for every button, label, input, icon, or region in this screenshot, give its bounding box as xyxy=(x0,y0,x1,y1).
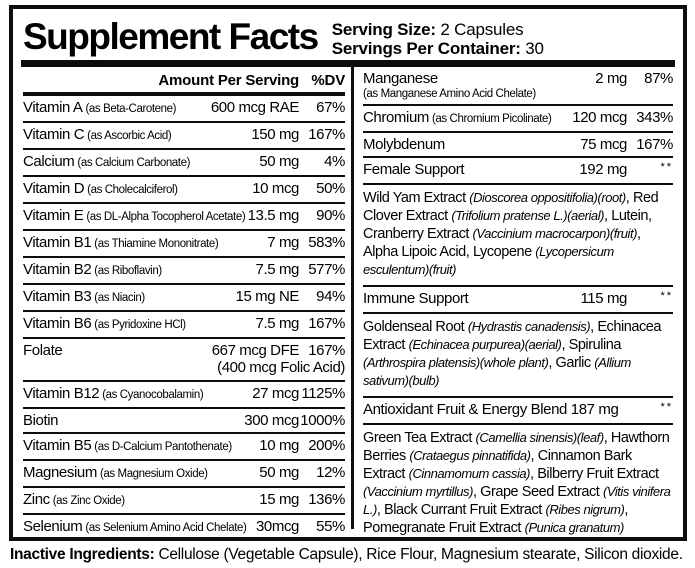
nutrient-row-line xyxy=(23,234,345,253)
nutrient-name: Folate xyxy=(23,342,63,359)
nutrient-dv: 200% xyxy=(308,437,345,454)
dv-header: %DV xyxy=(311,72,345,89)
blend-amount: 115 mg xyxy=(580,290,627,307)
immune-support-ingredients: Goldenseal Root (Hydrastis canadensis), Echinacea Extract (Echinacea purpurea)(aerial), Spirulina (Arthrospira platensis)(whole plant), Garlic (Allium sativum)(bulb) xyxy=(363,314,673,398)
nutrient-dv: 55% xyxy=(316,518,345,535)
nutrient-dv: 12% xyxy=(316,464,345,481)
inactive-ingredients-label: Inactive Ingredients: xyxy=(10,546,155,563)
nutrient-name: Vitamin B2 xyxy=(23,261,92,278)
nutrient-name: Vitamin C xyxy=(23,126,85,143)
nutrient-row-line xyxy=(23,342,345,359)
servings-per-container-label: Servings Per Container: xyxy=(331,39,521,58)
nutrient-name: Zinc xyxy=(23,491,50,508)
nutrient-row xyxy=(23,488,345,515)
blend-amount: 192 mg xyxy=(579,161,627,178)
nutrient-name: Vitamin B3 xyxy=(23,288,92,305)
nutrient-row xyxy=(23,204,345,231)
servings-per-container-line xyxy=(332,39,544,58)
supplement-facts-panel xyxy=(9,5,687,541)
nutrient-row-line xyxy=(23,207,345,226)
nutrient-amount: 120 mcg xyxy=(572,109,627,126)
nutrient-source: (as Calcium Carbonate) xyxy=(77,157,191,169)
nutrient-name: Vitamin B6 xyxy=(23,315,92,332)
nutrient-amount: 600 mcg RAE xyxy=(210,99,299,116)
nutrient-source: (as Chromium Picolinate) xyxy=(431,113,552,125)
nutrient-amount: 7.5 mg xyxy=(255,315,299,332)
nutrient-row-line xyxy=(23,491,345,510)
nutrient-amount: 7.5 mg xyxy=(255,261,299,278)
nutrient-name: Vitamin E xyxy=(23,207,84,224)
nutrient-name: Magnesium xyxy=(23,464,97,481)
nutrient-row xyxy=(23,150,345,177)
nutrient-row-manganese xyxy=(363,67,673,106)
serving-size-line xyxy=(332,20,544,39)
nutrient-name: Selenium xyxy=(23,518,83,535)
nutrient-dv: 87% xyxy=(644,70,673,87)
nutrient-row xyxy=(23,123,345,150)
blend-name: Immune Support xyxy=(363,290,469,307)
nutrient-source: (as Selenium Amino Acid Chelate) xyxy=(85,522,247,534)
nutrient-amount: 15 mg xyxy=(259,491,299,508)
nutrient-amount: 10 mg xyxy=(259,437,299,454)
nutrient-source: (as DL-Alpha Tocopherol Acetate) xyxy=(86,211,246,223)
blend-dv-asterisks: ** xyxy=(660,290,673,302)
nutrient-row xyxy=(23,434,345,461)
nutrient-name: Vitamin D xyxy=(23,180,85,197)
nutrient-row-line xyxy=(23,385,345,404)
nutrient-dv: 136% xyxy=(308,491,345,508)
servings-per-container-value: 30 xyxy=(520,39,544,58)
nutrient-name: Vitamin B1 xyxy=(23,234,92,251)
left-column xyxy=(21,67,351,535)
blend-name: Antioxidant Fruit & Energy Blend 187 mg xyxy=(363,401,619,418)
blend-dv-asterisks: ** xyxy=(660,161,673,173)
nutrient-source: (as Cyanocobalamin) xyxy=(102,389,204,401)
nutrient-amount: 30mcg xyxy=(255,518,299,535)
left-rows xyxy=(23,96,345,541)
blend-name: Female Support xyxy=(363,161,465,178)
nutrient-amount: 300 mcg xyxy=(244,412,299,429)
nutrient-amount: 15 mg NE xyxy=(235,288,299,305)
nutrient-name: Vitamin B12 xyxy=(23,385,100,402)
nutrient-amount: 7 mg xyxy=(267,234,299,251)
nutrient-row-line xyxy=(23,126,345,145)
nutrient-row xyxy=(23,409,345,434)
nutrient-dv: 4% xyxy=(324,153,345,170)
nutrient-row xyxy=(23,339,345,382)
nutrient-row-line xyxy=(23,288,345,307)
blend-row-immune-support xyxy=(363,287,673,314)
nutrient-source: (as Pyridoxine HCl) xyxy=(94,319,186,331)
nutrient-dv: 167% xyxy=(308,342,345,359)
blend-row-antioxidant xyxy=(363,398,673,425)
nutrient-dv: 67% xyxy=(316,99,345,116)
nutrient-amount: 150 mg xyxy=(251,126,299,143)
nutrient-source: (as Beta-Carotene) xyxy=(85,103,177,115)
nutrient-row xyxy=(23,96,345,123)
nutrition-columns xyxy=(21,67,675,536)
nutrient-dv: 343% xyxy=(636,109,673,126)
nutrient-source: (as D-Calcium Pantothenate) xyxy=(94,441,232,453)
nutrient-source: (as Ascorbic Acid) xyxy=(87,130,172,142)
nutrient-name: Molybdenum xyxy=(363,136,445,153)
nutrient-amount-line2: (400 mcg Folic Acid) xyxy=(217,359,345,376)
nutrient-row xyxy=(23,177,345,204)
serving-info xyxy=(332,15,544,58)
nutrient-name: Vitamin B5 xyxy=(23,437,92,454)
nutrient-name: Manganese xyxy=(363,70,438,87)
nutrient-dv: 577% xyxy=(308,261,345,278)
nutrient-source: (as Riboflavin) xyxy=(94,265,162,277)
header-divider-bar xyxy=(21,60,675,67)
nutrient-amount: 13.5 mg xyxy=(247,207,299,224)
nutrient-row-line xyxy=(23,518,345,537)
serving-size-label: Serving Size: xyxy=(331,20,436,39)
nutrient-name: Vitamin A xyxy=(23,99,83,116)
nutrient-name: Biotin xyxy=(23,412,59,429)
serving-size-value: 2 Capsules xyxy=(435,20,524,39)
nutrient-row xyxy=(23,231,345,258)
nutrient-dv: 1125% xyxy=(301,385,345,402)
nutrient-source: (as Zinc Oxide) xyxy=(52,495,125,507)
nutrient-source: (as Thiamine Mononitrate) xyxy=(94,238,219,250)
nutrient-row xyxy=(23,258,345,285)
nutrient-row-molybdenum xyxy=(363,133,673,158)
nutrient-source: (as Niacin) xyxy=(94,292,145,304)
nutrient-source: (as Magnesium Oxide) xyxy=(99,468,208,480)
amount-per-serving-header: Amount Per Serving xyxy=(158,72,299,89)
nutrient-amount: 75 mcg xyxy=(580,136,627,153)
label-title: Supplement Facts xyxy=(23,16,318,57)
label-header xyxy=(13,9,683,59)
female-support-ingredients: Wild Yam Extract (Dioscorea oppositifolia)(root), Red Clover Extract (Trifolium pratense L.)(aerial), Lutein, Cranberry Extract (Vaccinium macrocarpon)(fruit), Alpha Lipoic Acid, Lycopene (Lycopersicum esculentum)(fruit) xyxy=(363,185,673,287)
inactive-ingredients-text: Cellulose (Vegetable Capsule), Rice Flour, Magnesium stearate, Silicon dioxide. xyxy=(154,546,683,563)
nutrient-dv: 167% xyxy=(308,315,345,332)
nutrient-amount: 2 mg xyxy=(595,70,627,87)
nutrient-row xyxy=(23,461,345,488)
nutrient-row-chromium xyxy=(363,106,673,133)
nutrient-name: Chromium xyxy=(363,109,429,126)
nutrient-row-line xyxy=(23,315,345,334)
nutrient-dv: 1000% xyxy=(300,412,345,429)
nutrient-row-line xyxy=(23,153,345,172)
nutrient-source: (as Cholecalciferol) xyxy=(87,184,178,196)
nutrient-name: Calcium xyxy=(23,153,75,170)
nutrient-dv: 583% xyxy=(308,234,345,251)
nutrient-row xyxy=(23,515,345,541)
nutrient-row-line xyxy=(23,99,345,118)
nutrient-dv: 94% xyxy=(316,288,345,305)
antioxidant-blend-ingredients: Green Tea Extract (Camellia sinensis)(leaf), Hawthorn Berries (Crataegus pinnatifida), Cinnamon Bark Extract (Cinnamomum cassia), Bilberry Fruit Extract (Vaccinium myrtillus), Grape Seed Extract (Vitis vinifera L.), Black Currant Fruit Extract (Ribes nigrum), Pomegranate Fruit Extract (Punica granatum) xyxy=(363,430,671,536)
nutrient-row xyxy=(23,285,345,312)
blend-row-female-support xyxy=(363,158,673,185)
nutrient-row xyxy=(23,382,345,409)
right-column xyxy=(351,67,675,536)
nutrient-row-line xyxy=(23,261,345,280)
nutrient-row-line xyxy=(23,437,345,456)
nutrient-row-line xyxy=(23,180,345,199)
nutrient-dv: 50% xyxy=(316,180,345,197)
nutrient-source: (as Manganese Amino Acid Chelate) xyxy=(363,88,536,100)
blend-dv-asterisks: ** xyxy=(660,401,673,413)
column-headers xyxy=(23,67,345,96)
inactive-ingredients xyxy=(10,546,690,564)
nutrient-row-line xyxy=(23,412,345,429)
nutrient-row xyxy=(23,312,345,339)
nutrient-amount: 50 mg xyxy=(259,153,299,170)
nutrient-amount: 667 mcg DFE xyxy=(211,342,299,359)
nutrient-amount: 27 mcg xyxy=(252,385,299,402)
nutrient-dv: 167% xyxy=(636,136,673,153)
nutrient-amount: 50 mg xyxy=(259,464,299,481)
nutrient-dv: 90% xyxy=(316,207,345,224)
nutrient-dv: 167% xyxy=(308,126,345,143)
nutrient-amount: 10 mcg xyxy=(252,180,299,197)
nutrient-row-line xyxy=(23,464,345,483)
